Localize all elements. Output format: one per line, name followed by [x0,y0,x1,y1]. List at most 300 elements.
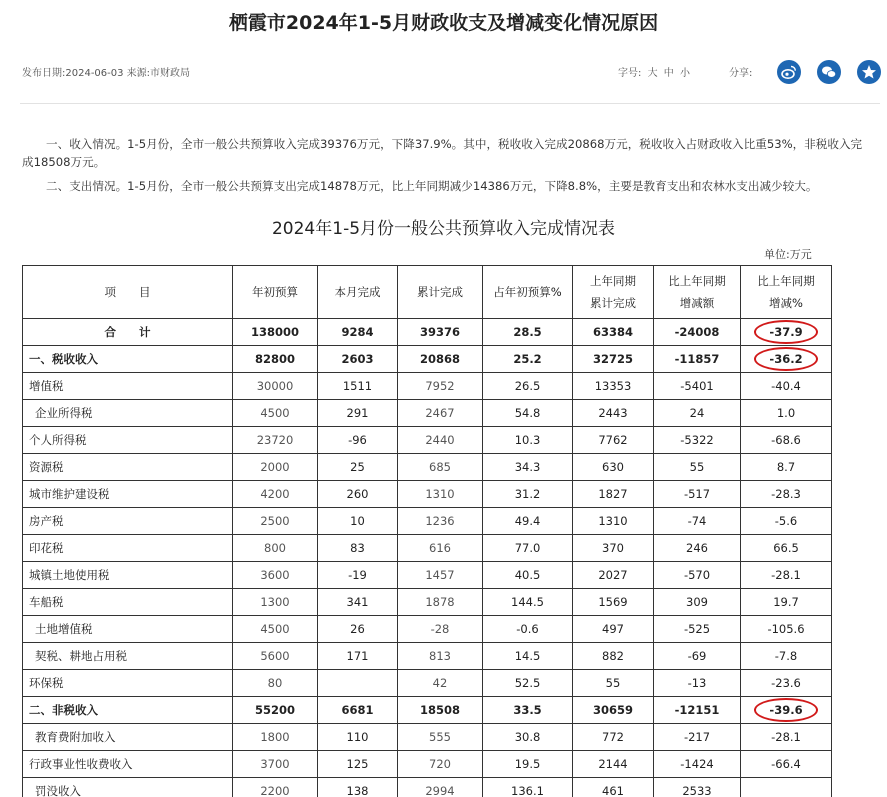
change-amount-value: -525 [683,622,711,636]
change-percent-value: -28.3 [771,487,801,501]
month-completed-cell [318,319,398,346]
table-unit: 单位:万元 [764,248,812,261]
annual-budget-value: 138000 [250,325,299,339]
change-percent-value: 1.0 [776,406,796,420]
last-year-value: 2144 [598,757,628,771]
change-amount-cell [654,427,741,454]
table-row [23,373,832,400]
table-row [23,346,832,373]
change-amount-cell [654,643,741,670]
budget-percent-cell [483,346,573,373]
column-header [654,266,741,319]
change-percent-cell [741,346,832,373]
change-amount-value: -5401 [680,379,714,393]
change-amount-value: 55 [689,460,705,474]
budget-percent-value: 52.5 [514,676,541,690]
change-percent-value: 19.7 [773,595,799,609]
paragraph-income [22,135,864,171]
change-amount-cell [654,400,741,427]
table-row [23,616,832,643]
publish-info: 发布日期:2024-06-03 来源:市财政局 [22,68,191,79]
annual-budget-value: 55200 [254,703,295,717]
annual-budget-cell [233,319,318,346]
font-size-label: 字号: [618,68,642,79]
month-completed-value: 125 [346,757,369,771]
font-size-large[interactable]: 大 [647,68,658,79]
change-amount-value: -570 [683,568,711,582]
annual-budget-value: 1300 [260,595,290,609]
item-name-cell: 二、非税收入 [23,697,233,724]
cumulative-value: 616 [429,541,451,555]
table-row [23,751,832,778]
item-name-cell: 资源税 [23,454,233,481]
budget-percent-cell [483,724,573,751]
month-completed-cell [318,751,398,778]
last-year-cell [573,751,654,778]
last-year-value: 630 [602,460,624,474]
last-year-cell [573,508,654,535]
annual-budget-value: 82800 [254,352,295,366]
item-name-cell: 企业所得税 [23,400,233,427]
column-header-line2: 增减% [769,296,803,310]
column-header [233,266,318,319]
change-amount-cell [654,454,741,481]
annual-budget-cell [233,508,318,535]
item-name-cell: 城市维护建设税 [23,481,233,508]
cumulative-value: 1236 [425,514,455,528]
last-year-cell [573,454,654,481]
column-header-line1: 累计完成 [417,285,463,299]
column-header-line2: 增减额 [679,296,715,310]
last-year-value: 2027 [598,568,628,582]
budget-table [22,265,832,797]
table-row [23,697,832,724]
last-year-cell [573,319,654,346]
annual-budget-cell [233,589,318,616]
annual-budget-value: 30000 [256,379,294,393]
change-amount-cell [654,751,741,778]
budget-percent-cell [483,508,573,535]
cumulative-cell [398,481,483,508]
change-percent-cell [741,400,832,427]
annual-budget-cell [233,346,318,373]
change-percent-value: -39.6 [769,703,803,717]
item-name-cell: 合 计 [23,319,233,346]
month-completed-cell [318,589,398,616]
last-year-value: 63384 [592,325,633,339]
annotation-circle [754,698,818,722]
annual-budget-value: 23720 [256,433,294,447]
annual-budget-value: 5600 [260,649,290,663]
item-name-cell: 个人所得税 [23,427,233,454]
month-completed-value: 25 [350,460,365,474]
last-year-cell [573,562,654,589]
change-percent-value: -28.1 [771,568,801,582]
table-row [23,670,832,697]
column-header [318,266,398,319]
budget-percent-value: 40.5 [514,568,541,582]
cumulative-value: 42 [432,676,448,690]
month-completed-value: 341 [346,595,369,609]
annual-budget-cell [233,562,318,589]
change-percent-value: 66.5 [773,541,799,555]
column-header-line1: 比上年同期 [668,274,726,288]
budget-percent-value: 10.3 [514,433,541,447]
annual-budget-cell [233,373,318,400]
last-year-cell [573,373,654,400]
cumulative-cell [398,373,483,400]
table-header-row [23,266,832,319]
last-year-cell [573,427,654,454]
cumulative-cell [398,454,483,481]
share-label: 分享: [729,68,753,79]
change-amount-value: -12151 [674,703,720,717]
change-amount-value: 24 [689,406,705,420]
item-name-cell: 一、税收收入 [23,346,233,373]
month-completed-cell [318,616,398,643]
change-amount-cell [654,778,741,797]
qzone-icon[interactable] [857,60,881,84]
header-divider [20,103,880,104]
table-body [23,319,832,797]
month-completed-value: 138 [346,784,369,797]
item-name-cell: 罚没收入 [23,778,233,797]
month-completed-value: 9284 [341,325,374,339]
month-completed-cell [318,697,398,724]
change-percent-cell [741,697,832,724]
column-header [23,266,233,319]
change-percent-cell [741,454,832,481]
month-completed-cell [318,508,398,535]
font-size-control [618,64,693,79]
last-year-cell [573,778,654,797]
change-percent-cell [741,643,832,670]
month-completed-value: 2603 [341,352,374,366]
budget-percent-cell [483,562,573,589]
budget-percent-cell [483,454,573,481]
last-year-value: 1310 [598,514,628,528]
annual-budget-cell [233,670,318,697]
cumulative-cell [398,643,483,670]
change-percent-cell [741,589,832,616]
table-row [23,319,832,346]
last-year-cell [573,643,654,670]
change-amount-cell [654,589,741,616]
budget-percent-cell [483,697,573,724]
annotation-circle [754,347,818,371]
change-percent-cell [741,562,832,589]
cumulative-value: 555 [429,730,451,744]
budget-percent-cell [483,400,573,427]
cumulative-value: 2994 [425,784,455,797]
cumulative-cell [398,400,483,427]
cumulative-value: 813 [429,649,451,663]
month-completed-cell [318,778,398,797]
budget-percent-value: 26.5 [514,379,541,393]
change-percent-cell [741,481,832,508]
month-completed-cell [318,643,398,670]
change-percent-value: -66.4 [771,757,801,771]
month-completed-value: 110 [346,730,369,744]
budget-percent-cell [483,670,573,697]
weibo-icon[interactable] [777,60,801,84]
item-name-cell: 印花税 [23,535,233,562]
change-amount-value: -24008 [674,325,720,339]
font-size-small[interactable]: 小 [679,68,690,79]
change-percent-cell [741,508,832,535]
change-amount-value: -517 [683,487,711,501]
change-amount-value: -13 [687,676,707,690]
annual-budget-cell [233,697,318,724]
month-completed-value: -96 [348,433,367,447]
cumulative-value: 7952 [425,379,455,393]
budget-percent-value: 31.2 [514,487,541,501]
annual-budget-value: 3700 [260,757,290,771]
cumulative-value: 685 [429,460,451,474]
last-year-cell [573,535,654,562]
budget-percent-value: 30.8 [514,730,541,744]
column-header-line1: 项 目 [104,285,151,299]
table-row [23,481,832,508]
cumulative-value: 1878 [425,595,455,609]
annual-budget-value: 2500 [260,514,290,528]
change-amount-cell [654,319,741,346]
last-year-value: 497 [602,622,624,636]
last-year-cell [573,616,654,643]
change-amount-value: -11857 [674,352,720,366]
month-completed-cell [318,535,398,562]
budget-percent-cell [483,751,573,778]
budget-percent-cell [483,481,573,508]
budget-percent-cell [483,778,573,797]
table-row [23,643,832,670]
cumulative-value: 20868 [419,352,460,366]
month-completed-value: 171 [346,649,369,663]
budget-percent-value: 136.1 [511,784,544,797]
month-completed-value: 260 [346,487,369,501]
change-amount-cell [654,697,741,724]
budget-percent-cell [483,427,573,454]
change-amount-cell [654,535,741,562]
table-row [23,778,832,797]
month-completed-cell [318,670,398,697]
annual-budget-cell [233,427,318,454]
change-amount-cell [654,670,741,697]
month-completed-value: 83 [350,541,365,555]
last-year-value: 30659 [592,703,633,717]
annotation-circle [754,320,818,344]
paragraph-expense [22,177,864,195]
annual-budget-value: 3600 [260,568,290,582]
change-amount-cell [654,724,741,751]
change-percent-cell [741,670,832,697]
budget-percent-value: 34.3 [514,460,541,474]
cumulative-cell [398,346,483,373]
cumulative-cell [398,535,483,562]
font-size-medium[interactable]: 中 [663,68,674,79]
column-header-line1: 上年同期 [590,274,636,288]
annual-budget-cell [233,751,318,778]
cumulative-value: 2467 [425,406,455,420]
month-completed-cell [318,562,398,589]
month-completed-cell [318,346,398,373]
budget-percent-value: 14.5 [514,649,541,663]
change-amount-value: 2533 [682,784,712,797]
cumulative-value: 1310 [425,487,455,501]
cumulative-cell [398,670,483,697]
month-completed-value: 10 [350,514,365,528]
cumulative-value: 18508 [419,703,460,717]
cumulative-cell [398,697,483,724]
budget-percent-cell [483,535,573,562]
column-header-line1: 本月完成 [334,285,381,299]
budget-percent-cell [483,589,573,616]
month-completed-cell [318,373,398,400]
change-percent-value: -37.9 [769,325,803,339]
change-amount-value: -1424 [680,757,714,771]
item-name-cell: 行政事业性收费收入 [23,751,233,778]
change-amount-value: -74 [687,514,707,528]
last-year-value: 370 [602,541,624,555]
budget-percent-value: 19.5 [514,757,541,771]
annual-budget-cell [233,778,318,797]
change-percent-cell [741,751,832,778]
month-completed-cell [318,427,398,454]
change-amount-value: 246 [686,541,708,555]
cumulative-cell [398,778,483,797]
item-name-cell: 增值税 [23,373,233,400]
change-percent-value: -105.6 [767,622,805,636]
change-percent-value: -68.6 [771,433,801,447]
item-name-cell: 房产税 [23,508,233,535]
month-completed-cell [318,724,398,751]
table-title: 2024年1-5月份一般公共预算收入完成情况表 [271,219,616,239]
last-year-value: 2443 [598,406,628,420]
last-year-cell [573,670,654,697]
budget-percent-cell [483,373,573,400]
annual-budget-cell [233,400,318,427]
cumulative-value: -28 [430,622,450,636]
last-year-value: 7762 [598,433,628,447]
table-row [23,535,832,562]
cumulative-cell [398,724,483,751]
last-year-cell [573,400,654,427]
change-percent-cell [741,427,832,454]
last-year-value: 13353 [594,379,632,393]
annual-budget-value: 2200 [260,784,290,797]
change-percent-value: 8.7 [776,460,796,474]
last-year-value: 32725 [592,352,633,366]
article-title: 栖霞市2024年1-5月财政收支及增减变化情况原因 [228,12,659,34]
change-percent-cell [741,724,832,751]
change-amount-cell [654,481,741,508]
month-completed-value: 26 [350,622,365,636]
last-year-cell [573,697,654,724]
annual-budget-cell [233,454,318,481]
annual-budget-value: 2000 [260,460,290,474]
cumulative-cell [398,508,483,535]
annual-budget-cell [233,535,318,562]
annual-budget-value: 4200 [260,487,290,501]
budget-percent-value: 28.5 [513,325,542,339]
cumulative-cell [398,562,483,589]
month-completed-cell [318,481,398,508]
change-amount-cell [654,373,741,400]
wechat-icon[interactable] [817,60,841,84]
month-completed-value: 1511 [342,379,373,393]
column-header [398,266,483,319]
month-completed-value: 291 [346,406,369,420]
month-completed-value: -19 [348,568,367,582]
column-header-line2: 累计完成 [590,296,636,310]
last-year-value: 772 [602,730,624,744]
change-percent-value: -23.6 [771,676,801,690]
budget-percent-value: 49.4 [514,514,541,528]
cumulative-value: 1457 [425,568,455,582]
last-year-value: 55 [605,676,621,690]
cumulative-cell [398,589,483,616]
table-row [23,724,832,751]
table-row [23,589,832,616]
budget-percent-cell [483,319,573,346]
month-completed-cell [318,400,398,427]
change-percent-cell [741,535,832,562]
change-percent-value: -7.8 [774,649,798,663]
column-header-line1: 占年初预算% [493,285,562,299]
table-row [23,508,832,535]
paragraph-expense-text: 二、支出情况。1-5月份，全市一般公共预算支出完成14878万元，比上年同期减少14386万元，下降8.8%，主要是教育支出和农林水支出减少较大。 [46,179,818,193]
table-row [23,400,832,427]
change-amount-value: -217 [683,730,711,744]
budget-percent-cell [483,616,573,643]
item-name-cell: 土地增值税 [23,616,233,643]
budget-percent-value: 33.5 [513,703,542,717]
last-year-value: 461 [602,784,624,797]
last-year-cell [573,724,654,751]
annual-budget-cell [233,616,318,643]
item-name-cell: 环保税 [23,670,233,697]
table-row [23,562,832,589]
last-year-value: 1827 [598,487,628,501]
column-header [483,266,573,319]
budget-percent-value: 77.0 [514,541,541,555]
annual-budget-cell [233,724,318,751]
cumulative-cell [398,319,483,346]
item-name-cell: 车船税 [23,589,233,616]
change-percent-value: -28.1 [771,730,801,744]
month-completed-cell [318,454,398,481]
budget-percent-cell [483,643,573,670]
column-header [573,266,654,319]
last-year-value: 1569 [598,595,628,609]
annual-budget-value: 4500 [260,406,290,420]
cumulative-value: 2440 [425,433,455,447]
change-amount-value: -69 [687,649,707,663]
budget-percent-value: 144.5 [511,595,544,609]
month-completed-value: 6681 [341,703,374,717]
last-year-cell [573,589,654,616]
item-name-cell: 城镇土地使用税 [23,562,233,589]
cumulative-value: 720 [429,757,451,771]
change-percent-cell [741,616,832,643]
column-header-line1: 比上年同期 [757,274,815,288]
cumulative-cell [398,427,483,454]
budget-percent-value: 25.2 [513,352,542,366]
annual-budget-cell [233,643,318,670]
change-amount-cell [654,616,741,643]
annual-budget-cell [233,481,318,508]
column-header [741,266,832,319]
